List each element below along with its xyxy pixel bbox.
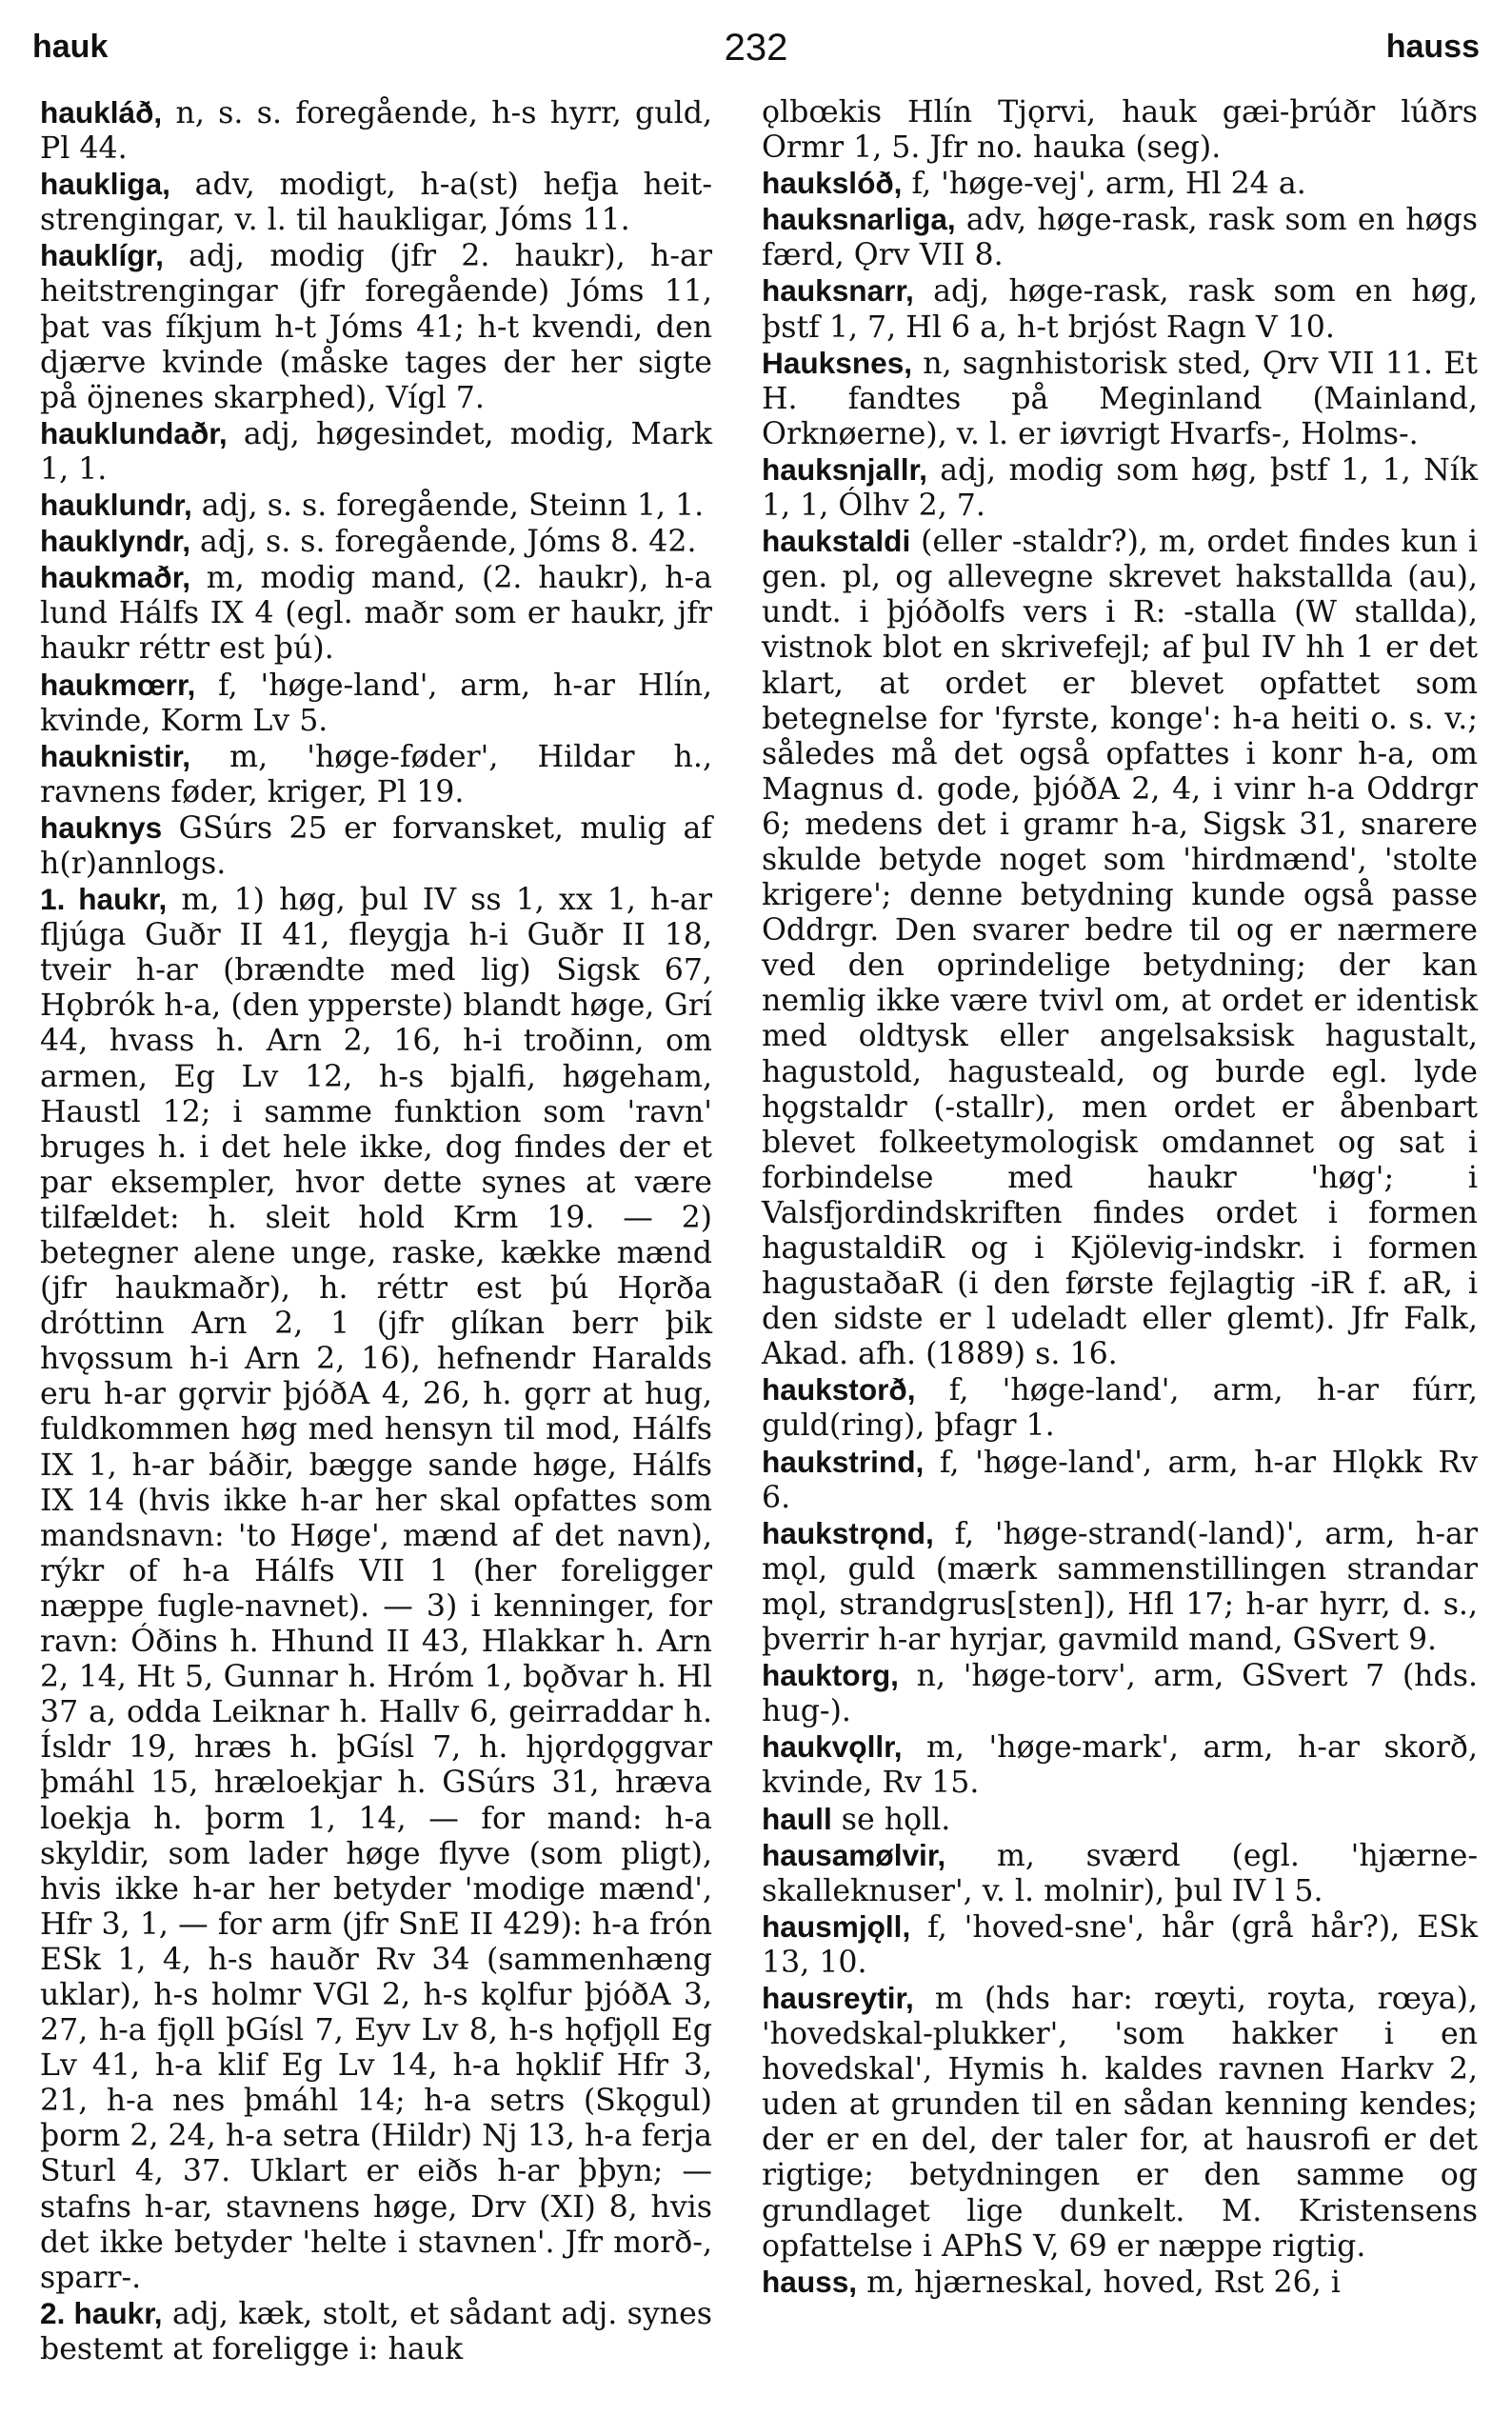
entry-body: adv, høge-rask, rask som en høgs færd, Ǫrv VII 8. (762, 203, 1488, 273)
entry-body: n, s. s. foregående, h-s hyrr, guld, Pl 44. (40, 96, 723, 167)
entry-body: m, 1) høg, þul IV ss 1, xx 1, h-ar fljúga Guðr II 41, fleygja h-i Guðr II 18, tveir h-ar (brændte med lig) Sigsk 67, Hǫbrók h-a, (den ypperste) blandt høge, Grí 44, hvass h. Arn 2, 16, h-i troðinn, om armen, Eg Lv 12, h-s bjalfi, høgeham, Haustl 12; i samme funktion som 'ravn' bruges h. i det hele ikke, dog findes der et par eksempler, hvor dette synes at være tilfældet: h. sleit hold Krm 19. — 2) betegner alene unge, raske, kække mænd (jfr haukmaðr), h. réttr est þú Hǫrða dróttinn Arn 2, 1 (jfr glíkan berr þik hvǫssum h-i Arn 2, 16), hefnendr Haralds eru h-ar gǫrvir þjóðA 4, 26, h. gǫrr at hug, fuldkommen høg med hensyn til mod, Hálfs IX 1, h-ar báðir, bægge sande høge, Hálfs IX 14 (hvis ikke h-ar her skal opfattes som mandsnavn: 'to Høge', mænd af det navn), rýkr of h-a Hálfs VII 1 (her foreligger næppe fugle-navnet). — 3) i kenninger, for ravn: Óðins h. Hhund II 43, Hlakkar h. Arn 2, 14, Ht 5, Gunnar h. Hróm 1, bǫðvar h. Hl 37 a, odda Leiknar h. Hallv 6, geirraddar h. Ísldr 19, hræs h. þGísl 7, h. hjǫrdǫggvar þmáhl 15, hræloekjar h. GSúrs 31, hræva loekja h. þorm 1, 14, — for mand: h-a skyldir, som lader høge flyve (som pligt), hvis ikke h-ar her betyder 'modige mænd', Hfr 3, 1, — for arm (jfr SnE II 429): h-a frón ESk 1, 4, h-s hauðr Rv 34 (sammenhæng uklar), h-s holmr VGl 2, h-s kǫlfur þjóðA 3, 27, h-a fjǫll þGísl 7, Eyv Lv 8, h-s hǫfjǫll Eg Lv 41, h-a klif Eg Lv 14, h-a hǫklif Hfr 3, 21, h-a nes þmáhl 14; h-a setrs (Skǫgul) þorm 2, 24, h-a setra (Hildr) Nj 13, h-a ferja Sturl 4, 37. Uklart er eiðs h-ar þþyn; — stafns h-ar, stavnens høge, Drv (XI) 8, hvis det ikke betyder 'helte i stavnen'. Jfr morð-, sparr-. (40, 883, 723, 2295)
entry-headword: haull (762, 1801, 832, 1836)
dictionary-entry (40, 882, 723, 2296)
dictionary-entry (40, 2295, 723, 2367)
entry-body: adj, s. s. foregående, Steinn 1, 1. (191, 489, 705, 524)
entry-body: adj, modig (jfr 2. haukr), h-ar heitstrengingar (jfr foregående) Jóms 11, þat vas fíkjum h-t Jóms 41; h-t kvendi, den djærve kvinde (måske tages der her sigte på öjnenes skarphed), Vígl 7. (40, 239, 723, 415)
dictionary-entry (762, 1908, 1488, 1981)
entry-body: adj, kæk, stolt, et sådant adj. synes bestemt at foreligge i: hauk (40, 2296, 723, 2366)
entry-headword: haukmaðr, (40, 560, 191, 595)
right-column (762, 95, 1488, 2419)
entry-headword: haukmœrr, (40, 667, 196, 702)
dictionary-entry (762, 2265, 1478, 2301)
header-right-guide-word: hauss (1385, 29, 1480, 65)
entry-headword: hauknys (40, 809, 163, 845)
dictionary-entry (40, 738, 723, 810)
page-header (32, 21, 1480, 78)
entry-body: n, 'høge-torv', arm, GSvert 7 (hds. hug-). (762, 1659, 1488, 1729)
entry-headword: Hauksnes, (762, 345, 913, 380)
entry-body: ǫlbœkis Hlín Tjǫrvi, hauk gæi-þrúðr lúðrs Ormr 1, 5. Jfr no. hauka (seg). (762, 95, 1488, 166)
entry-headword: hauklundr, (40, 488, 192, 523)
dictionary-entry (762, 1515, 1488, 1658)
entry-headword: hauknistir, (40, 738, 191, 773)
entry-headword: hausamølvir, (762, 1837, 946, 1872)
entry-body: f, 'høge-land', arm, h-ar Hlín, kvinde, Korm Lv 5. (40, 668, 723, 738)
dictionary-entry (762, 202, 1488, 273)
dictionary-entry (762, 345, 1488, 452)
entry-headword: 2. haukr, (40, 2295, 163, 2330)
dictionary-entry (762, 1372, 1488, 1444)
dictionary-entry (762, 1802, 1478, 1838)
entry-body: f, 'høge-land', arm, h-ar Hlǫkk Rv 6. (762, 1445, 1488, 1515)
dictionary-entry (762, 166, 1478, 202)
entry-body: adv, modigt, h-a(st) hefja heit-strengingar, v. l. til haukligar, Jóms 11. (40, 168, 712, 238)
left-column (40, 95, 723, 2419)
dictionary-entry (762, 1838, 1478, 1909)
entry-headword: haukstaldi (762, 524, 911, 559)
entry-headword: haukláð, (40, 95, 163, 130)
dictionary-entry (40, 488, 712, 524)
entry-headword: haukslóð, (762, 166, 903, 201)
dictionary-entry (762, 1729, 1488, 1801)
dictionary-entry (762, 524, 1488, 1372)
entry-headword: hauklundaðr, (40, 415, 228, 450)
entry-body: adj, høge-rask, rask som en høg, þstf 1, 7, Hl 6 a, h-t brjóst Ragn V 10. (762, 274, 1488, 345)
entry-headword: 1. haukr, (40, 882, 168, 917)
entry-headword: hauksnarr, (762, 273, 914, 309)
dictionary-entry (40, 667, 723, 739)
entry-body: m, modig mand, (2. haukr), h-a lund Hálfs IX 4 (egl. maðr som er haukr, jfr haukr réttr est þú). (40, 561, 723, 667)
entry-headword: hauklyndr, (40, 524, 191, 559)
dictionary-entry (762, 95, 1488, 166)
entry-headword: hauss, (762, 2264, 858, 2299)
entry-body: f, 'høge-vej', arm, Hl 24 a. (902, 167, 1306, 202)
dictionary-entry (40, 809, 723, 882)
entry-headword: haukvǫllr, (762, 1729, 903, 1765)
dictionary-entry (762, 273, 1488, 345)
entry-headword: haukstrind, (762, 1444, 925, 1479)
entry-body: f, 'høge-strand(-land)', arm, h-ar mǫl, guld (mærk sammenstillingen strandar mǫl, strandgrus[sten]), Hfl 17; h-ar hyrr, d. s., þverrir h-ar hyrjar, gavmild mand, GSvert 9. (762, 1516, 1488, 1658)
entry-body: m, 'høge-føder', Hildar h., ravnens føder, kriger, Pl 19. (40, 739, 723, 809)
header-left-guide-word: hauk (32, 29, 109, 65)
entry-body: m, hjærneskal, hoved, Rst 26, i (857, 2265, 1341, 2300)
dictionary-entry (40, 560, 723, 667)
entry-body: f, 'hoved-sne', hår (grå hår?), ESk 13, 10. (762, 1909, 1488, 1980)
entry-headword: hauktorg, (762, 1658, 899, 1693)
entry-body: (eller -staldr?), m, ordet findes kun i gen. pl, og allevegne skrevet hakstallda (au), undt. i þjóðolfs vers i R: -stalla (W stallda), vistnok blot en skrivefejl; af þul IV hh 1 er det klart, at ordet er blevet opfattet som betegnelse for 'fyrste, konge': h-a heiti o. s. v.; således må det også opfattes i konr h-a, om Magnus d. gode, þjóðA 2, 4, i vinr h-a Oddrgr 6; medens det i gramr h-a, Sigsk 31, snarere skulde betyde noget som 'hirdmænd', 'stolte krigere'; denne betydning kunde også passe Oddrgr. Den svarer bedre til og er nærmere ved den oprindelige betydning; der kan nemlig ikke være tvivl om, at ordet er identisk med oldtysk eller angelsaksisk hagustalt, hagustold, hagusteald, og burde egl. lyde hǫgstaldr (-stallr), men ordet er åbenbart blevet folkeetymologisk omdannet og sat i forbindelse med haukr 'høg'; i Valsfjordindskriften findes ordet i formen hagustaldiR og i Kjölevig-indskr. i formen hagustaðaR (i den første fejlagtig -iR f. aR, i den sidste er l udeladt eller glemt). Jfr Falk, Akad. afh. (1889) s. 16. (762, 525, 1488, 1372)
dictionary-entry (762, 451, 1488, 524)
entry-headword: hauksnjallr, (762, 451, 927, 487)
page-number: 232 (724, 27, 788, 69)
entry-headword: haukstrǫnd, (762, 1515, 934, 1550)
entry-headword: haukstorð, (762, 1372, 916, 1408)
dictionary-entry (40, 238, 723, 415)
entry-body: adj, s. s. foregående, Jóms 8. 42. (190, 525, 697, 560)
entry-body: se hǫll. (831, 1802, 951, 1837)
entry-headword: hausmjǫll, (762, 1908, 911, 1944)
dictionary-entry (40, 95, 723, 167)
entry-headword: hauksnarliga, (762, 202, 956, 237)
dictionary-entry (40, 167, 712, 238)
entry-body: m (hds har: rœyti, royta, rœya), 'hovedskal-plukker', 'som hakker i en hovedskal', Hymis h. kaldes ravnen Harkv 2, uden at grunden til en sådan kenning kendes; der er en del, der taler for, at hausrofi er det rigtige; betydningen er den samme og grundlaget lige dunkelt. M. Kristensens opfattelse i APhS V, 69 er næppe rigtig. (762, 1981, 1488, 2264)
dictionary-entry (762, 1658, 1488, 1729)
entry-headword: hausreytir, (762, 1980, 914, 2015)
entry-body: m, 'høge-mark', arm, h-ar skorð, kvinde, Rv 15. (762, 1730, 1488, 1801)
entry-headword: haukliga, (40, 167, 170, 202)
entry-body: adj, modig som høg, þstf 1, 1, Ník 1, 1, Ólhv 2, 7. (762, 452, 1488, 524)
dictionary-entry (762, 1980, 1488, 2265)
entry-body: f, 'høge-land', arm, h-ar fúrr, guld(ring), þfagr 1. (762, 1373, 1488, 1444)
entry-headword: hauklígr, (40, 238, 164, 273)
entry-body: adj, høgesindet, modig, Mark 1, 1. (40, 416, 723, 487)
dictionary-entry (762, 1444, 1488, 1516)
entry-body: GSúrs 25 er forvansket, mulig af h(r)annlogs. (40, 810, 723, 881)
dictionary-entry (40, 415, 723, 488)
entry-body: m, sværd (egl. 'hjærne-skalleknuser', v. l. molnir), þul IV l 5. (762, 1838, 1478, 1908)
dictionary-entry (40, 524, 712, 560)
entry-body: n, sagnhistorisk sted, Ǫrv VII 11. Et H. fandtes på Meginland (Mainland, Orknøerne), v. l. er iøvrigt Hvarfs-, Holms-. (762, 346, 1488, 451)
